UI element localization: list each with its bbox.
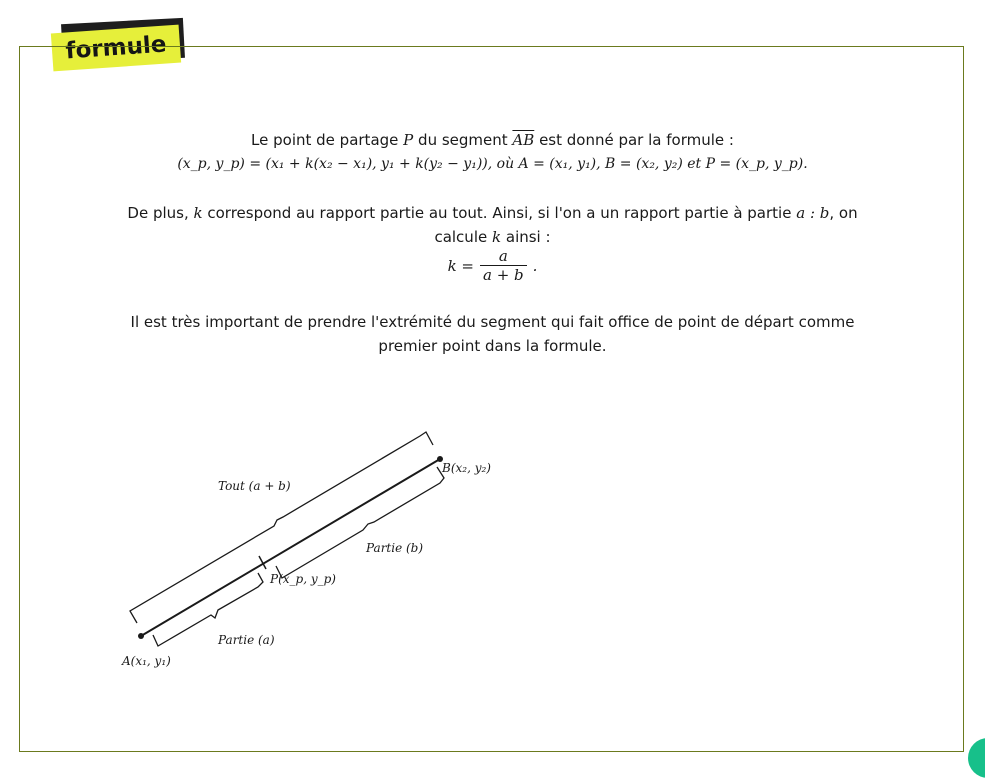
label-B: B(x₂, y₂) [442, 461, 491, 475]
text-segment: du segment [418, 131, 508, 149]
label-A: A(x₁, y₁) [122, 654, 171, 668]
frac-numerator: a [498, 247, 508, 265]
text-intro: Le point de partage [251, 131, 399, 149]
tag-label: formule [51, 25, 181, 72]
math-k: k [193, 204, 203, 222]
point-A [138, 633, 144, 639]
math-ratio: a : b [796, 204, 830, 222]
label-tout: Tout (a + b) [218, 479, 291, 493]
text-ratio-desc: correspond au rapport partie au tout. Ainsi, si l'on a un rapport partie à partie [207, 204, 792, 222]
brace-partie-b [276, 467, 444, 578]
math-P: P [403, 131, 414, 149]
text-formula-intro: est donné par la formule : [539, 131, 734, 149]
label-partie-b: Partie (b) [366, 541, 424, 555]
frac-denominator: a + b [480, 265, 527, 284]
label-P: P(x_p, y_p) [270, 572, 336, 586]
frac-period: . [532, 256, 538, 275]
frac-lhs: k = [447, 256, 474, 275]
paragraph-note: Il est très important de prendre l'extrémité du segment qui fait office de point de départ comme premier point dans la formule. [130, 313, 855, 355]
label-partie-a: Partie (a) [218, 633, 275, 647]
text-calcule: , on calcule [434, 204, 858, 246]
math-AB: $\overline{AB}$ [512, 131, 535, 149]
formula-line: (x_p, y_p) = (x₁ + k(x₂ − x₁), y₁ + k(y₂ − y₁)), où A = (x₁, y₁), B = (x₂, y₂) et P = (x_p, y_p). [177, 156, 808, 172]
brace-tout [130, 432, 433, 623]
math-k-2: k [492, 228, 502, 246]
text-ainsi: ainsi : [505, 228, 551, 246]
text-deplus: De plus, [127, 204, 189, 222]
